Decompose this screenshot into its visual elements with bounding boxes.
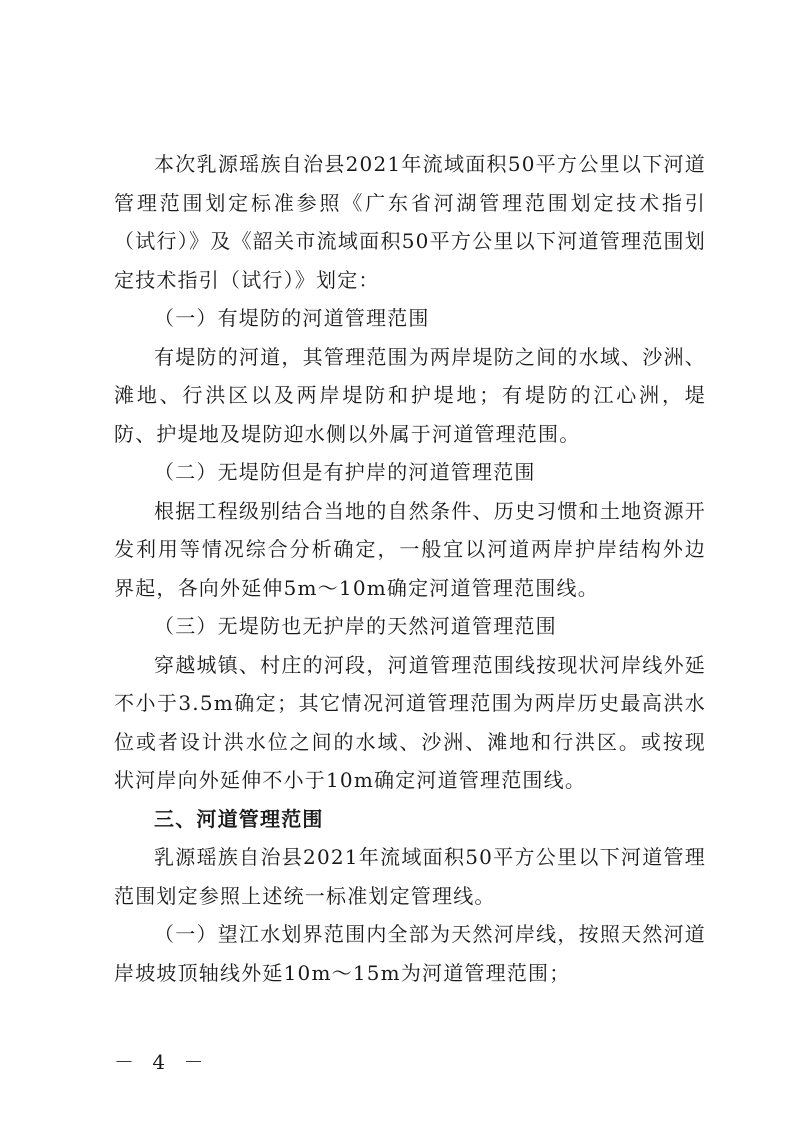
paragraph-intro: 本次乳源瑶族自治县2021年流域面积50平方公里以下河道管理范围划定标准参照《广东省河湖管理范围划定技术指引（试行）》及《韶关市流域面积50平方公里以下河道管理范围划定技术指引（试行）》划定： bbox=[114, 152, 706, 292]
subheading-revetment-only: （二）无堤防但是有护岸的河道管理范围 bbox=[154, 460, 536, 484]
subheading-with-embankment: （一）有堤防的河道管理范围 bbox=[154, 306, 430, 330]
paragraph-county-standard: 乳源瑶族自治县2021年流域面积50平方公里以下河道管理范围划定参照上述统一标准划定管理线。 bbox=[114, 845, 706, 908]
document-body bbox=[114, 145, 706, 992]
section-heading-management-scope: 三、河道管理范围 bbox=[154, 806, 324, 831]
paragraph-wangjiang-river: （一）望江水划界范围内全部为天然河岸线，按照天然河道岸坡坡顶轴线外延10m～15m为河道管理范围； bbox=[114, 922, 706, 985]
page-number: － 4 － bbox=[114, 1050, 210, 1074]
paragraph-with-embankment: 有堤防的河道，其管理范围为两岸堤防之间的水域、沙洲、滩地、行洪区以及两岸堤防和护堤地；有堤防的江心洲，堤防、护堤地及堤防迎水侧以外属于河道管理范围。 bbox=[114, 344, 706, 446]
paragraph-revetment-only: 根据工程级别结合当地的自然条件、历史习惯和土地资源开发利用等情况综合分析确定，一般宜以河道两岸护岸结构外边界起，各向外延伸5m～10m确定河道管理范围线。 bbox=[114, 498, 706, 600]
subheading-natural-river: （三）无堤防也无护岸的天然河道管理范围 bbox=[154, 614, 557, 638]
paragraph-natural-river: 穿越城镇、村庄的河段，河道管理范围线按现状河岸线外延不小于3.5m确定；其它情况河道管理范围为两岸历史最高洪水位或者设计洪水位之间的水域、沙洲、滩地和行洪区。或按现状河岸向外延伸不小于10m确定河道管理范围线。 bbox=[114, 652, 706, 792]
